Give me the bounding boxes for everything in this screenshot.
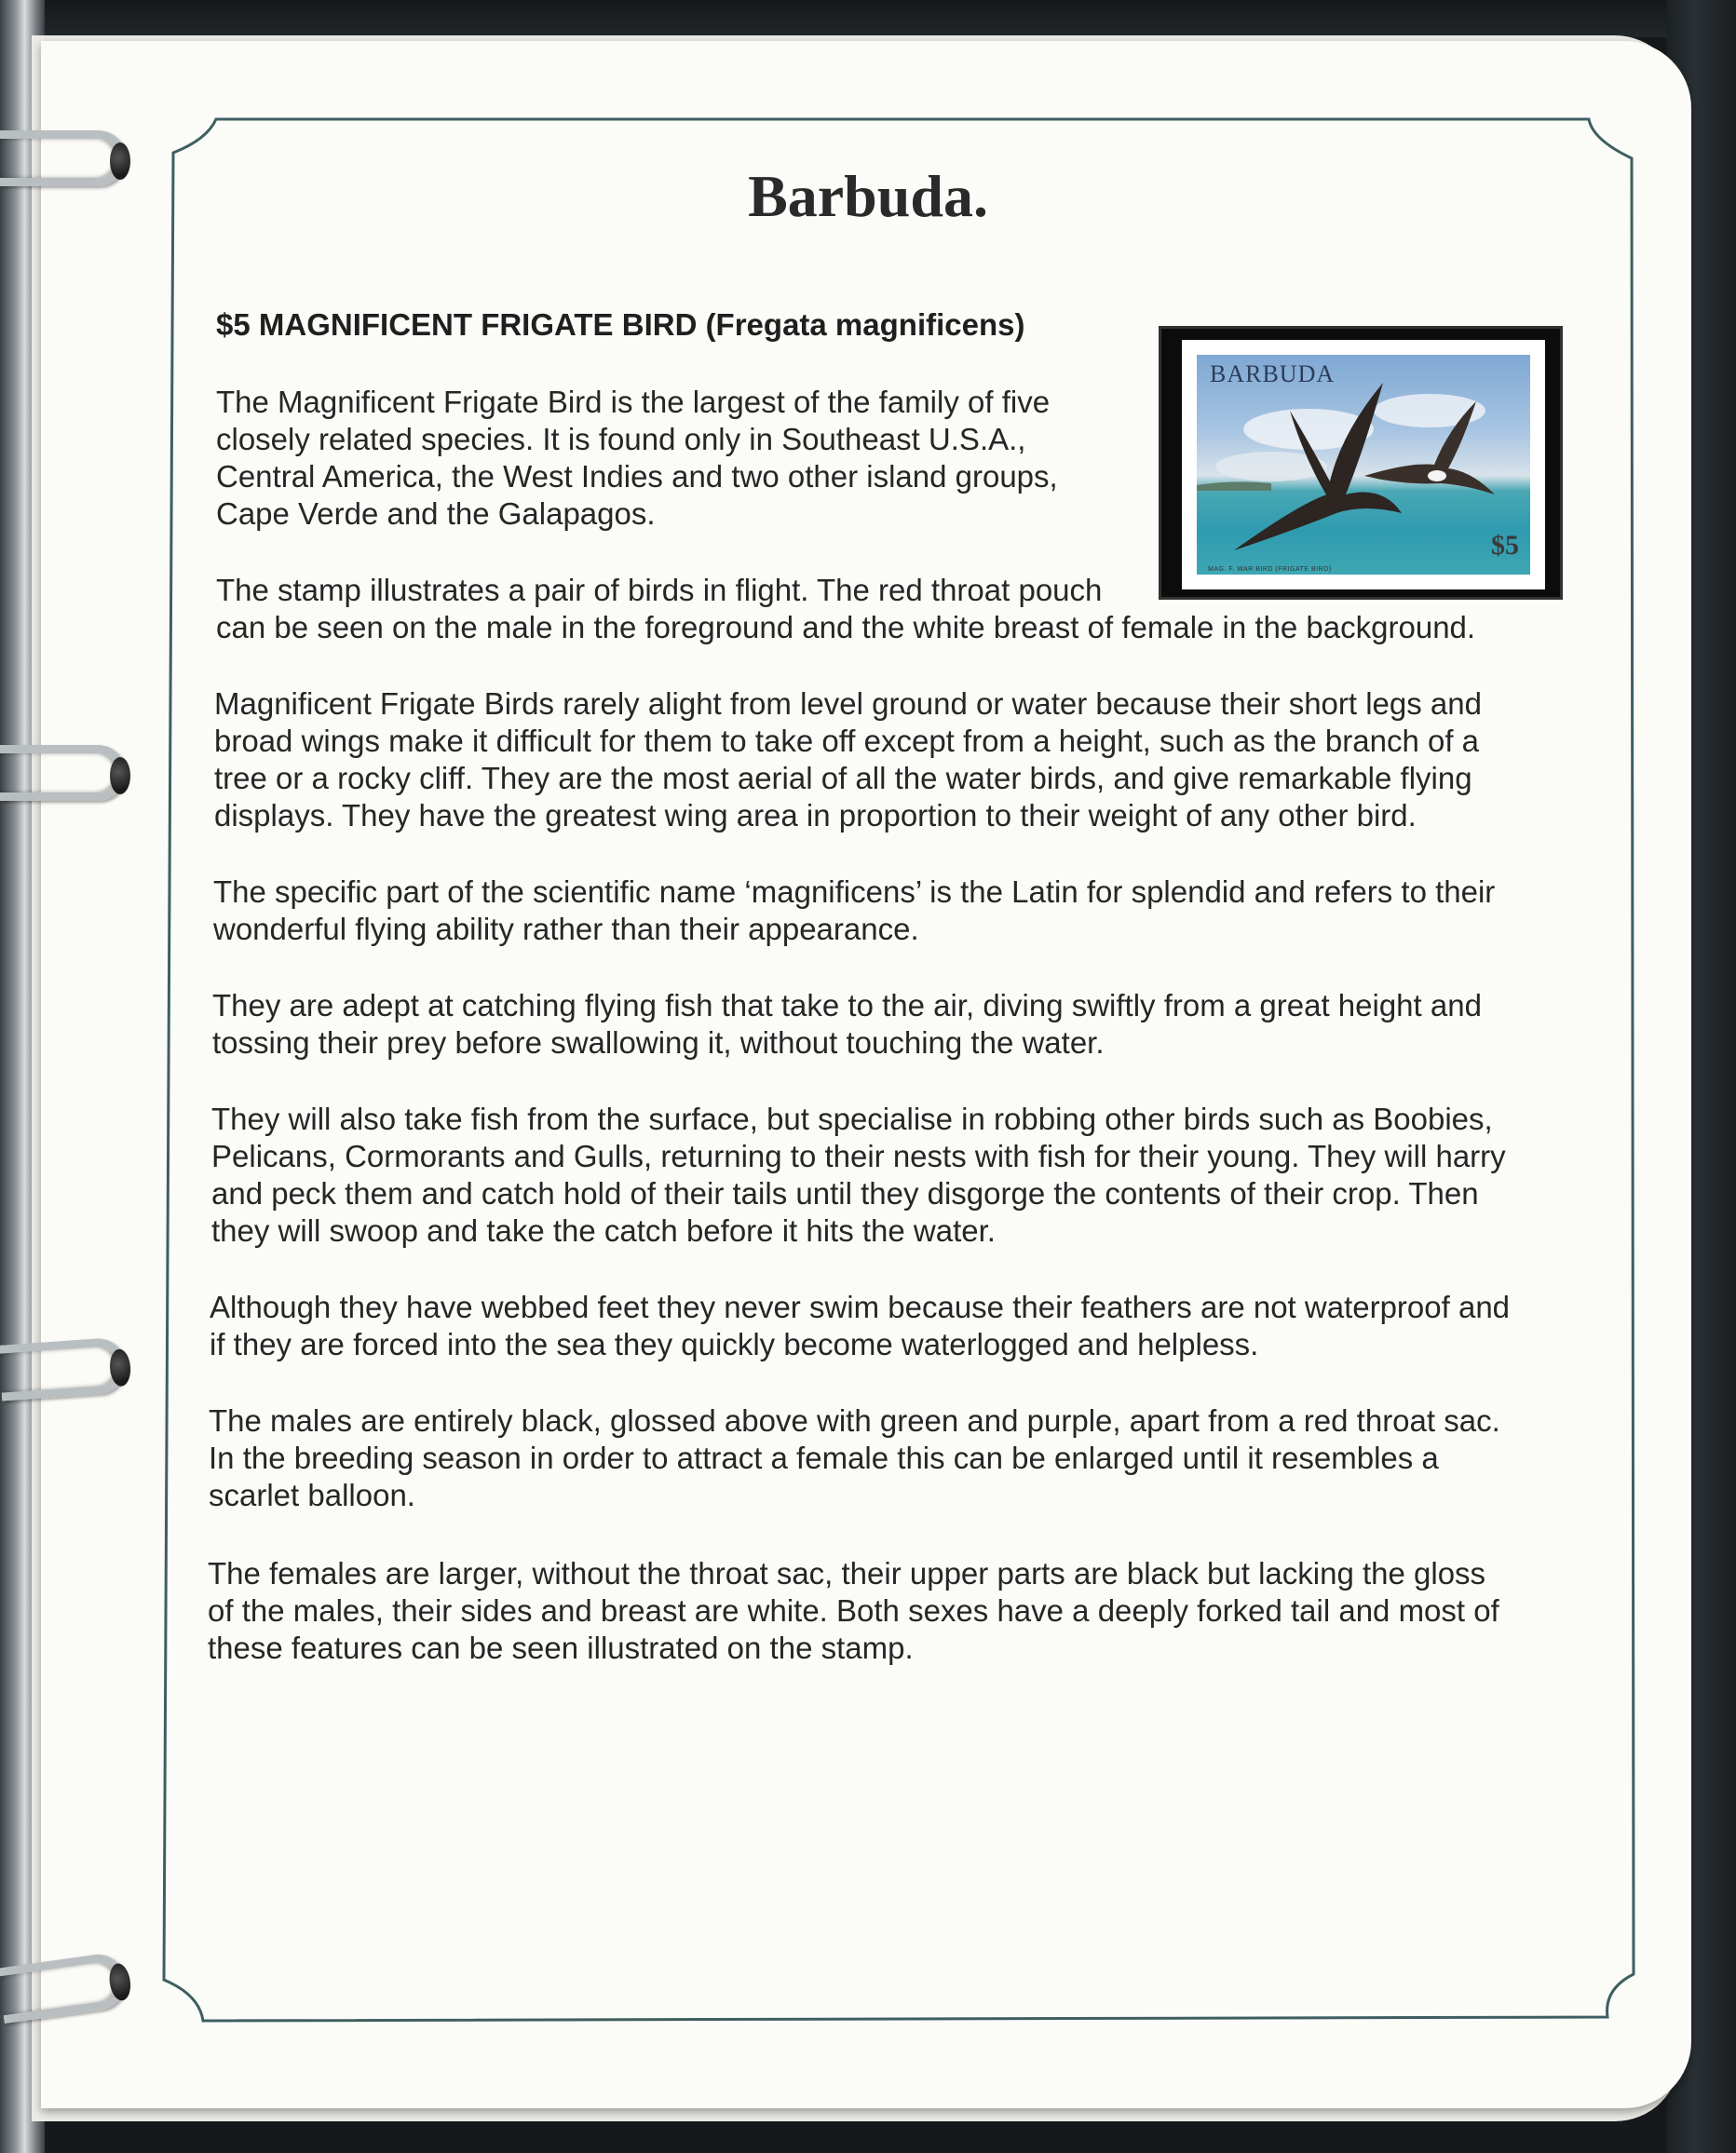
- paragraph-7: Although they have webbed feet they never swim because their feathers are not waterproof and if they are forced into the sea they quickly become waterlogged and helpless.: [210, 1290, 1511, 1361]
- stamp-mount: [1159, 326, 1563, 600]
- paragraph-1: The Magnificent Frigate Bird is the largest of the family of five closely related species. It is found only in Southeast U.S.A., Central America, the West Indies and two other island groups, Cape Verde and the Galapagos.: [216, 385, 1058, 531]
- paragraph-4: The specific part of the scientific name ‘magnificens’ is the Latin for splendid and refers to their wonderful flying ability rather than their appearance.: [213, 874, 1496, 946]
- paragraph-9: The females are larger, without the throat sac, their upper parts are black but lacking the gloss of the males, their sides and breast are white. Both sexes have a deeply forked tail and most of these features can be seen illustrated on the stamp.: [208, 1556, 1499, 1665]
- paragraph-6: They will also take fish from the surface, but specialise in robbing other birds such as Boobies, Pelicans, Cormorants and Gulls, returning to their nests with fish for their young. They will harry and peck them and catch hold of their tails until they disgorge the contents of their crop. Then they will swoop and take the catch before it hits the water.: [211, 1102, 1506, 1248]
- paragraph-8: The males are entirely black, glossed above with green and purple, apart from a red throat sac. In the breeding season in order to attract a female this can be enlarged until it resembles a scarlet balloon.: [209, 1403, 1500, 1512]
- stamp-value: $5: [1491, 530, 1519, 561]
- stamp-country: BARBUDA: [1210, 360, 1336, 387]
- binder-ring-2: [0, 745, 126, 801]
- paragraph-3: Magnificent Frigate Birds rarely alight from level ground or water because their short legs and broad wings make it difficult for them to take off except from a height, such as the branch of a tree or a rocky cliff. They are the most aerial of all the water birds, and give remarkable flying displays. They have the greatest wing area in proportion to their weight of any other bird.: [214, 686, 1482, 833]
- stamp-caption: MAG. F. WAR BIRD (FRIGATE BIRD): [1208, 566, 1332, 573]
- binder-cover-top: [0, 0, 1736, 37]
- page-title: Barbuda.: [748, 163, 988, 229]
- paragraph-5: They are adept at catching flying fish that take to the air, diving swiftly from a great height and tossing their prey before swallowing it, without touching the water.: [212, 988, 1482, 1060]
- paragraph-2: The stamp illustrates a pair of birds in flight. The red throat pouch can be seen on the male in the foreground and the white breast of female in the background.: [216, 573, 1476, 644]
- stamp-heading: $5 MAGNIFICENT FRIGATE BIRD (Fregata magnificens): [216, 307, 1025, 342]
- stamp: [1182, 340, 1545, 589]
- binder-ring-3: [0, 1336, 128, 1401]
- stamp-illustration: [1197, 355, 1530, 575]
